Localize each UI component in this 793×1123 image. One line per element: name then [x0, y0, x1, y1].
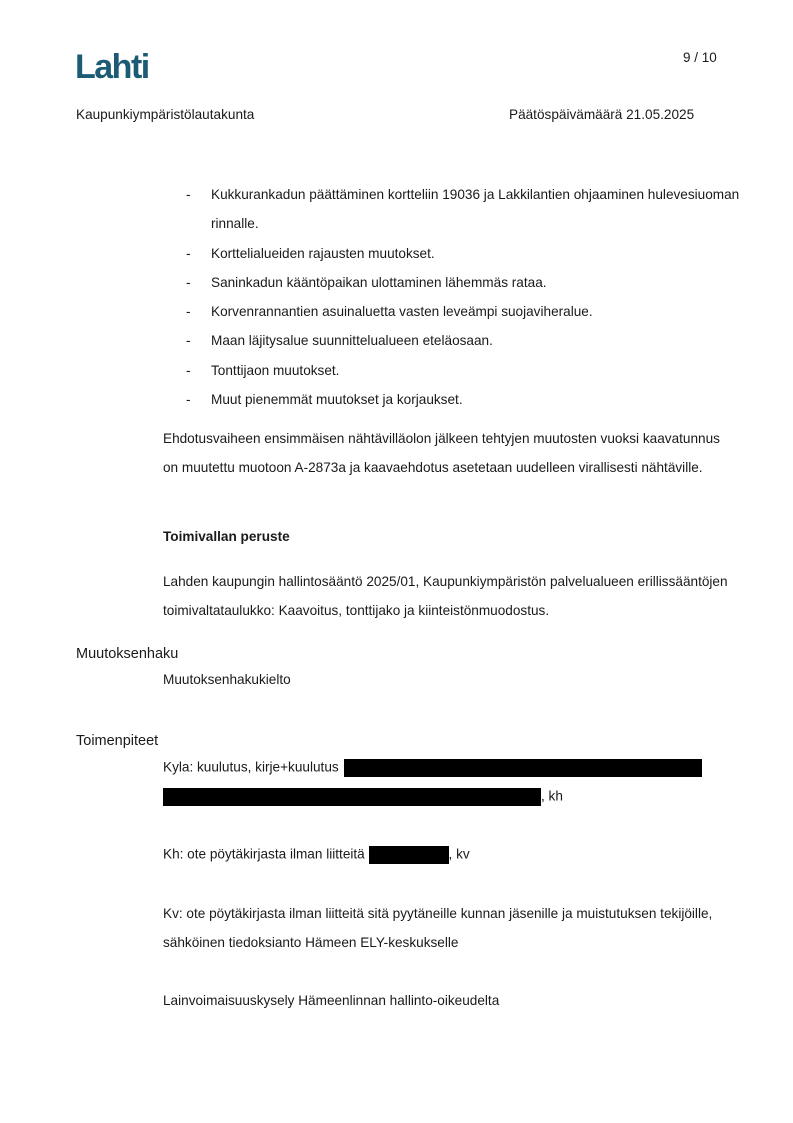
list-item [186, 326, 746, 355]
page-number: 9 / 10 [683, 50, 717, 65]
bullet-marker: - [186, 362, 191, 378]
list-item-text: Tonttijaon muutokset. [211, 362, 340, 378]
changes-list [186, 180, 746, 414]
bullet-marker: - [186, 187, 191, 202]
svg-text:Lahti: Lahti [75, 48, 149, 82]
bullet-marker: - [186, 304, 191, 320]
organization-name: Kaupunkiympäristölautakunta [76, 107, 255, 122]
authority-heading: Toimivallan peruste [163, 529, 290, 544]
list-item [186, 385, 746, 414]
actions-section-title: Toimenpiteet [76, 733, 159, 749]
list-item [186, 268, 746, 297]
list-item [186, 239, 746, 268]
action-kyla-text: Kyla: kuulutus, kirje+kuulutus [163, 759, 339, 775]
redaction-block [369, 846, 449, 864]
list-item-text: Saninkadun kääntöpaikan ulottaminen lähemmäs rataa. [211, 274, 547, 290]
list-item-text: Muut pienemmät muutokset ja korjaukset. [211, 392, 463, 408]
list-item [186, 297, 746, 326]
action-kyla-line2 [163, 788, 563, 806]
action-kyla-suffix: , kh [541, 788, 563, 804]
bullet-marker: - [186, 392, 191, 408]
bullet-marker: - [186, 274, 191, 290]
appeal-text: Muutoksenhakukielto [163, 672, 291, 687]
authority-paragraph: Lahden kaupungin hallintosääntö 2025/01, Kaupunkiympäristön palvelualueen erillissääntöjen toimivaltataulukko: Kaavoitus, tonttijako ja kiinteistönmuodostus. [163, 574, 728, 619]
bullet-marker: - [186, 333, 191, 349]
list-item-text: Maan läjitysalue suunnittelualueen eteläosaan. [211, 333, 493, 349]
redaction-block [344, 759, 702, 777]
list-item-text: Kukkurankadun päättäminen kortteliin 19036 ja Lakkilantien ohjaaminen hulevesiuoman rinnalle. [211, 187, 740, 232]
action-kyla-line1 [163, 759, 702, 777]
lahti-logo [75, 46, 167, 82]
list-item [186, 356, 746, 385]
action-lainvoima: Lainvoimaisuuskysely Hämeenlinnan hallinto-oikeudelta [163, 993, 500, 1008]
action-kh-text: Kh: ote pöytäkirjasta ilman liitteitä [163, 846, 365, 862]
list-item-text: Korvenrannantien asuinaluetta vasten leveämpi suojaviheralue. [211, 304, 593, 320]
list-item [186, 180, 746, 239]
bullet-marker: - [186, 245, 191, 261]
redaction-block [163, 788, 541, 806]
action-kh-suffix: , kv [448, 846, 470, 862]
action-kv: Kv: ote pöytäkirjasta ilman liitteitä sitä pyytäneille kunnan jäsenille ja muistutuksen tekijöille, sähköinen tiedoksianto Hämeen ELY-keskukselle [163, 906, 713, 951]
decision-date: Päätöspäivämäärä 21.05.2025 [509, 107, 695, 122]
list-item-text: Korttelialueiden rajausten muutokset. [211, 245, 435, 261]
appeal-section-title: Muutoksenhaku [76, 646, 179, 662]
action-kh [163, 846, 470, 864]
changes-paragraph: Ehdotusvaiheen ensimmäisen nähtävilläolon jälkeen tehtyjen muutosten vuoksi kaavatunnus on muutettu muotoon A-2873a ja kaavaehdotus asetetaan uudelleen virallisesti nähtäville. [163, 431, 720, 476]
